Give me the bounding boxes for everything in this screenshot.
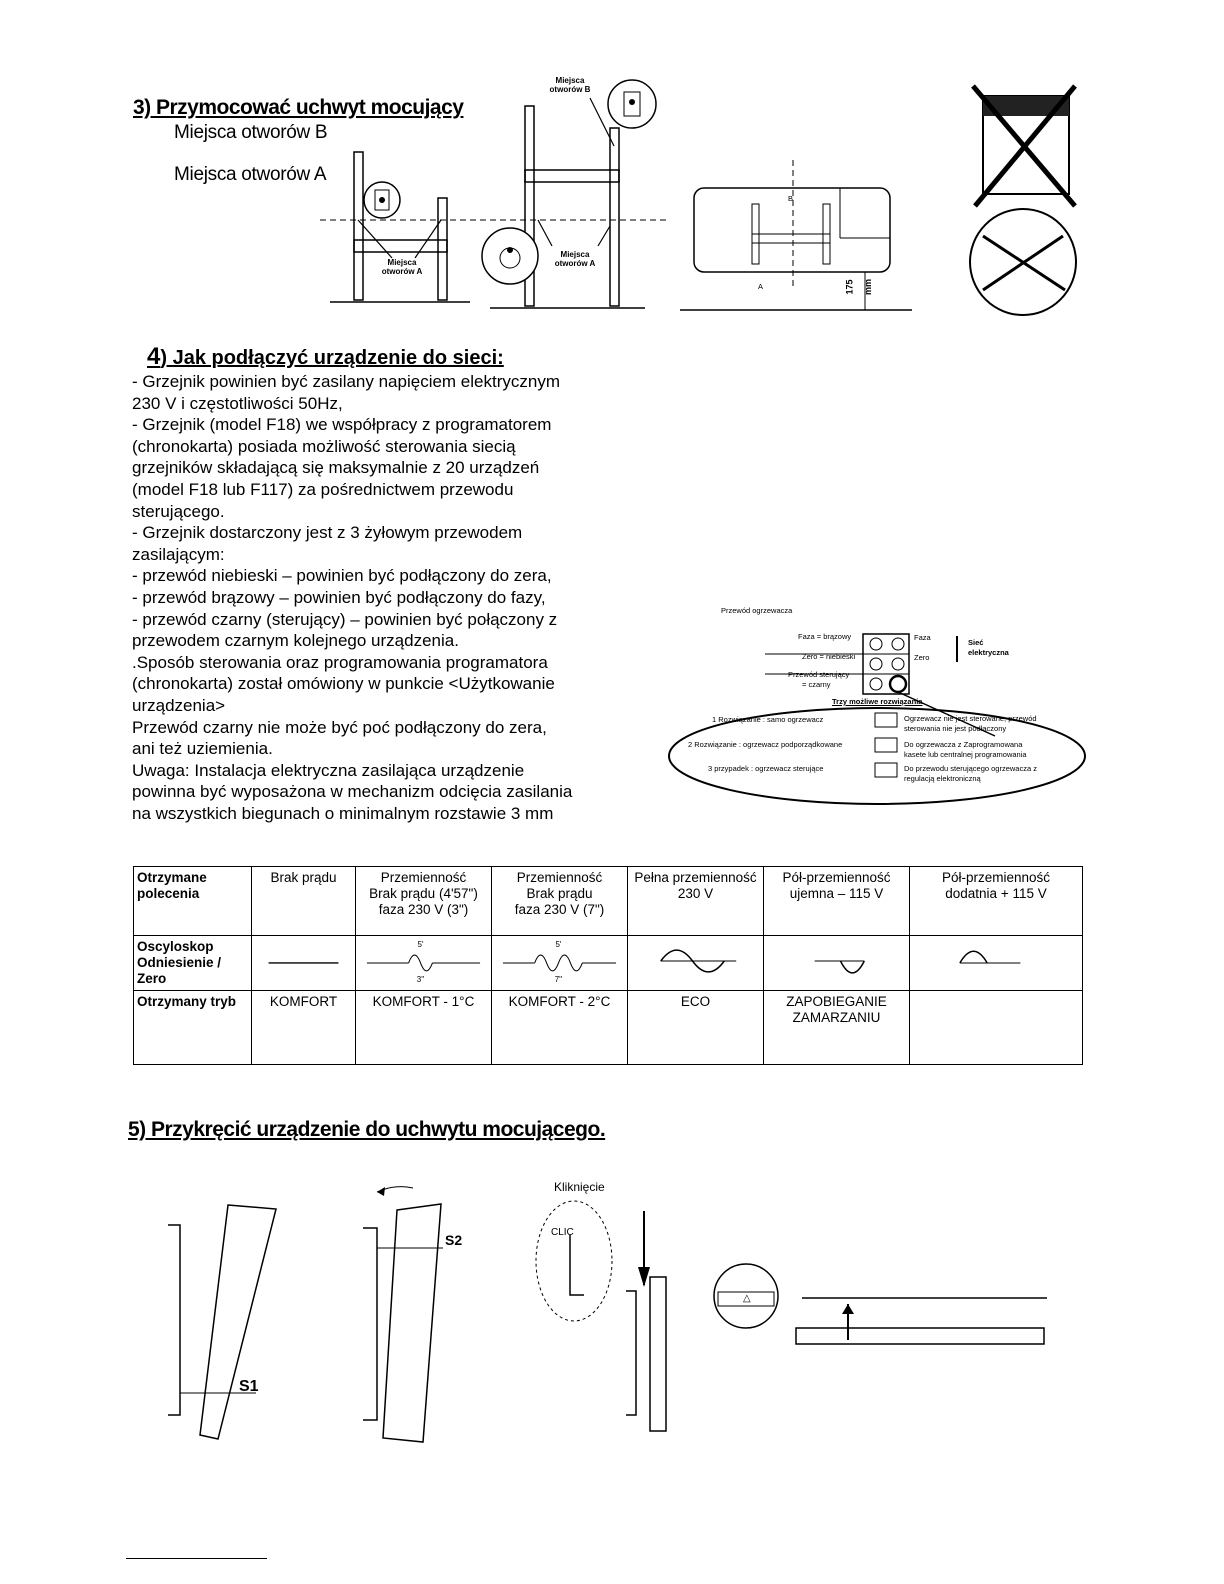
- s2-label: S2: [445, 1232, 463, 1248]
- table-row: [134, 936, 1083, 991]
- command-cell: Pół-przemienność dodatnia + 115 V: [910, 867, 1083, 936]
- phase-label: Faza: [914, 633, 931, 642]
- body-line: (model F18 lub F117) za pośrednictwem przewodu: [132, 479, 514, 499]
- heater-cable-label: Przewód ogrzewacza: [721, 606, 793, 615]
- osc-cell: [492, 936, 628, 991]
- body-line: urządzenia>: [132, 695, 226, 715]
- section-4-number: 4: [147, 343, 161, 370]
- osc-label: 3'': [416, 974, 425, 984]
- osc-label: 5': [555, 940, 562, 950]
- command-cell: Pół-przemienność ujemna – 115 V: [764, 867, 910, 936]
- forbidden-mounting-diagrams: [965, 86, 1085, 316]
- table-row: [134, 991, 1083, 1065]
- case-2-desc-2: kasete lub centralnej programowania: [904, 750, 1027, 759]
- osc-cell: [910, 936, 1083, 991]
- body-line: Przewód czarny nie może być poć podłączony do zera,: [132, 717, 547, 737]
- section-4-title: [147, 343, 504, 371]
- holes-a-label: Miejsca otworów A: [174, 164, 327, 185]
- body-line: - Grzejnik powinien być zasilany napięciem elektrycznym: [132, 372, 560, 391]
- body-line: - przewód czarny (sterujący) – powinien być połączony z: [132, 609, 558, 629]
- case-3-desc-1: Do przewodu sterującego ogrzewacza z: [904, 764, 1037, 773]
- dim-b-label: B: [788, 194, 794, 203]
- command-cell: Pełna przemienność 230 V: [628, 867, 764, 936]
- callout-holes-a-left: Miejsca otworów A: [381, 258, 423, 276]
- command-cell: Przemienność Brak prądu faza 230 V (7"): [492, 867, 628, 936]
- holes-b-label: Miejsca otworów B: [174, 122, 328, 143]
- section-4-body: [132, 371, 572, 824]
- case-1-desc-1: Ogrzewacz nie jest sterowane, przewód: [904, 714, 1037, 723]
- row-header-oscilloscope: Oscyloskop Odniesienie / Zero: [134, 936, 252, 991]
- osc-label: 7'': [554, 974, 563, 984]
- control-black-label-2: = czarny: [802, 680, 831, 689]
- case-2-desc-1: Do ogrzewacza z Zaprogramowana: [904, 740, 1023, 749]
- case-3-label: 3 przypadek : ogrzewacz sterujące: [708, 764, 824, 773]
- network-label-1: Sieć: [968, 638, 984, 647]
- phase-brown-label: Faza = brązowy: [798, 632, 852, 641]
- body-line: - Grzejnik (model F18) we współpracy z programatorem: [132, 415, 552, 435]
- triangle-icon: △: [743, 1293, 751, 1304]
- body-line: - przewód brązowy – powinien być podłączony do fazy,: [132, 587, 546, 607]
- mode-cell: [910, 991, 1083, 1065]
- section-4-title-text: ) Jak podłączyć urządzenie do sieci:: [160, 347, 504, 369]
- body-line: .Sposób sterowania oraz programowania programatora: [132, 652, 548, 672]
- mode-cell: KOMFORT: [252, 991, 356, 1065]
- dim-175-label: 175: [844, 279, 855, 295]
- mount-step-2-diagram: [355, 1180, 475, 1445]
- s1-label: S1: [239, 1378, 259, 1395]
- case-3-desc-2: regulacją elektroniczną: [904, 774, 981, 783]
- osc-cell: [764, 936, 910, 991]
- heater-height-diagram: [680, 160, 920, 320]
- click-label: Kliknięcie: [554, 1180, 605, 1194]
- body-line: (chronokarta) został omówiony w punkcie <Użytkowanie: [132, 674, 555, 694]
- callout-holes-a-right: Miejsca otworów A: [554, 250, 596, 268]
- waveform-pulse-7s-icon: [495, 939, 624, 983]
- dim-a-label: A: [758, 282, 764, 291]
- body-line: ani też uziemienia.: [132, 739, 273, 759]
- pilot-wire-modes-table: [133, 866, 1083, 1065]
- section-3-title: 3) Przymocować uchwyt mocujący: [133, 96, 464, 119]
- control-black-label-1: Przewód sterujący: [788, 670, 850, 679]
- osc-label: 5': [417, 940, 424, 950]
- row-header-commands: Otrzymane polecenia: [134, 867, 252, 936]
- hole-detail-circle-b: [606, 78, 658, 130]
- command-cell: Przemienność Brak prądu (4'57") faza 230 V (3"): [356, 867, 492, 936]
- osc-cell: [356, 936, 492, 991]
- waveform-negative-half-icon: [767, 939, 906, 983]
- body-line: sterującego.: [132, 501, 225, 521]
- case-1-label: 1 Rozwiązanie : samo ogrzewacz: [712, 715, 824, 724]
- footnote-rule: [126, 1558, 267, 1559]
- mount-step-4-diagram: [712, 1262, 1052, 1362]
- body-line: - przewód niebieski – powinien być podłączony do zera,: [132, 566, 552, 586]
- osc-cell: [252, 936, 356, 991]
- hole-detail-circle-a-right: [480, 226, 540, 286]
- bracket-diagram-left: [320, 140, 480, 315]
- zero-blue-label: Zero = niebieski: [802, 652, 856, 661]
- table-row: [134, 867, 1083, 936]
- section-5-title: 5) Przykręcić urządzenie do uchwytu mocującego.: [128, 1118, 606, 1141]
- body-line: zasilającym:: [132, 544, 225, 564]
- row-header-mode: Otrzymany tryb: [134, 991, 252, 1065]
- waveform-pulse-3s-icon: [359, 939, 488, 983]
- hole-detail-circle-a: [362, 180, 402, 220]
- callout-holes-b: Miejsca otworów B: [549, 76, 591, 94]
- waveform-full-sine-icon: [631, 939, 760, 983]
- case-1-desc-2: sterowania nie jest podłączony: [904, 724, 1007, 733]
- body-line: (chronokarta) posiada możliwość sterowania siecią: [132, 436, 516, 456]
- case-2-label: 2 Rozwiązanie : ogrzewacz podporządkowane: [688, 740, 843, 749]
- mount-step-1-diagram: [160, 1195, 280, 1445]
- command-cell: Brak prądu: [252, 867, 356, 936]
- waveform-flat-icon: [255, 939, 352, 983]
- dim-unit-label: mm: [863, 278, 874, 296]
- body-line: przewodem czarnym kolejnego urządzenia.: [132, 631, 459, 651]
- body-line: na wszystkich biegunach o minimalnym rozstawie 3 mm: [132, 803, 554, 823]
- zero-label: Zero: [914, 653, 930, 662]
- body-line: grzejników składającą się maksymalnie z 20 urządzeń: [132, 458, 540, 478]
- clic-label: CLIC: [551, 1227, 574, 1238]
- body-line: Uwaga: Instalacja elektryczna zasilająca urządzenie: [132, 760, 525, 780]
- body-line: 230 V i częstotliwości 50Hz,: [132, 393, 343, 413]
- waveform-positive-half-icon: [913, 939, 1079, 983]
- body-line: - Grzejnik dostarczony jest z 3 żyłowym przewodem: [132, 523, 523, 543]
- network-label-2: elektryczna: [968, 648, 1009, 657]
- osc-cell: [628, 936, 764, 991]
- mode-cell: KOMFORT - 2°C: [492, 991, 628, 1065]
- mode-cell: ZAPOBIEGANIE ZAMARZANIU: [764, 991, 910, 1065]
- body-line: powinna być wyposażona w mechanizm odcięcia zasilania: [132, 782, 573, 802]
- three-solutions-label: Trzy możliwe rozwiązania: [832, 697, 923, 706]
- mode-cell: KOMFORT - 1°C: [356, 991, 492, 1065]
- mode-cell: ECO: [628, 991, 764, 1065]
